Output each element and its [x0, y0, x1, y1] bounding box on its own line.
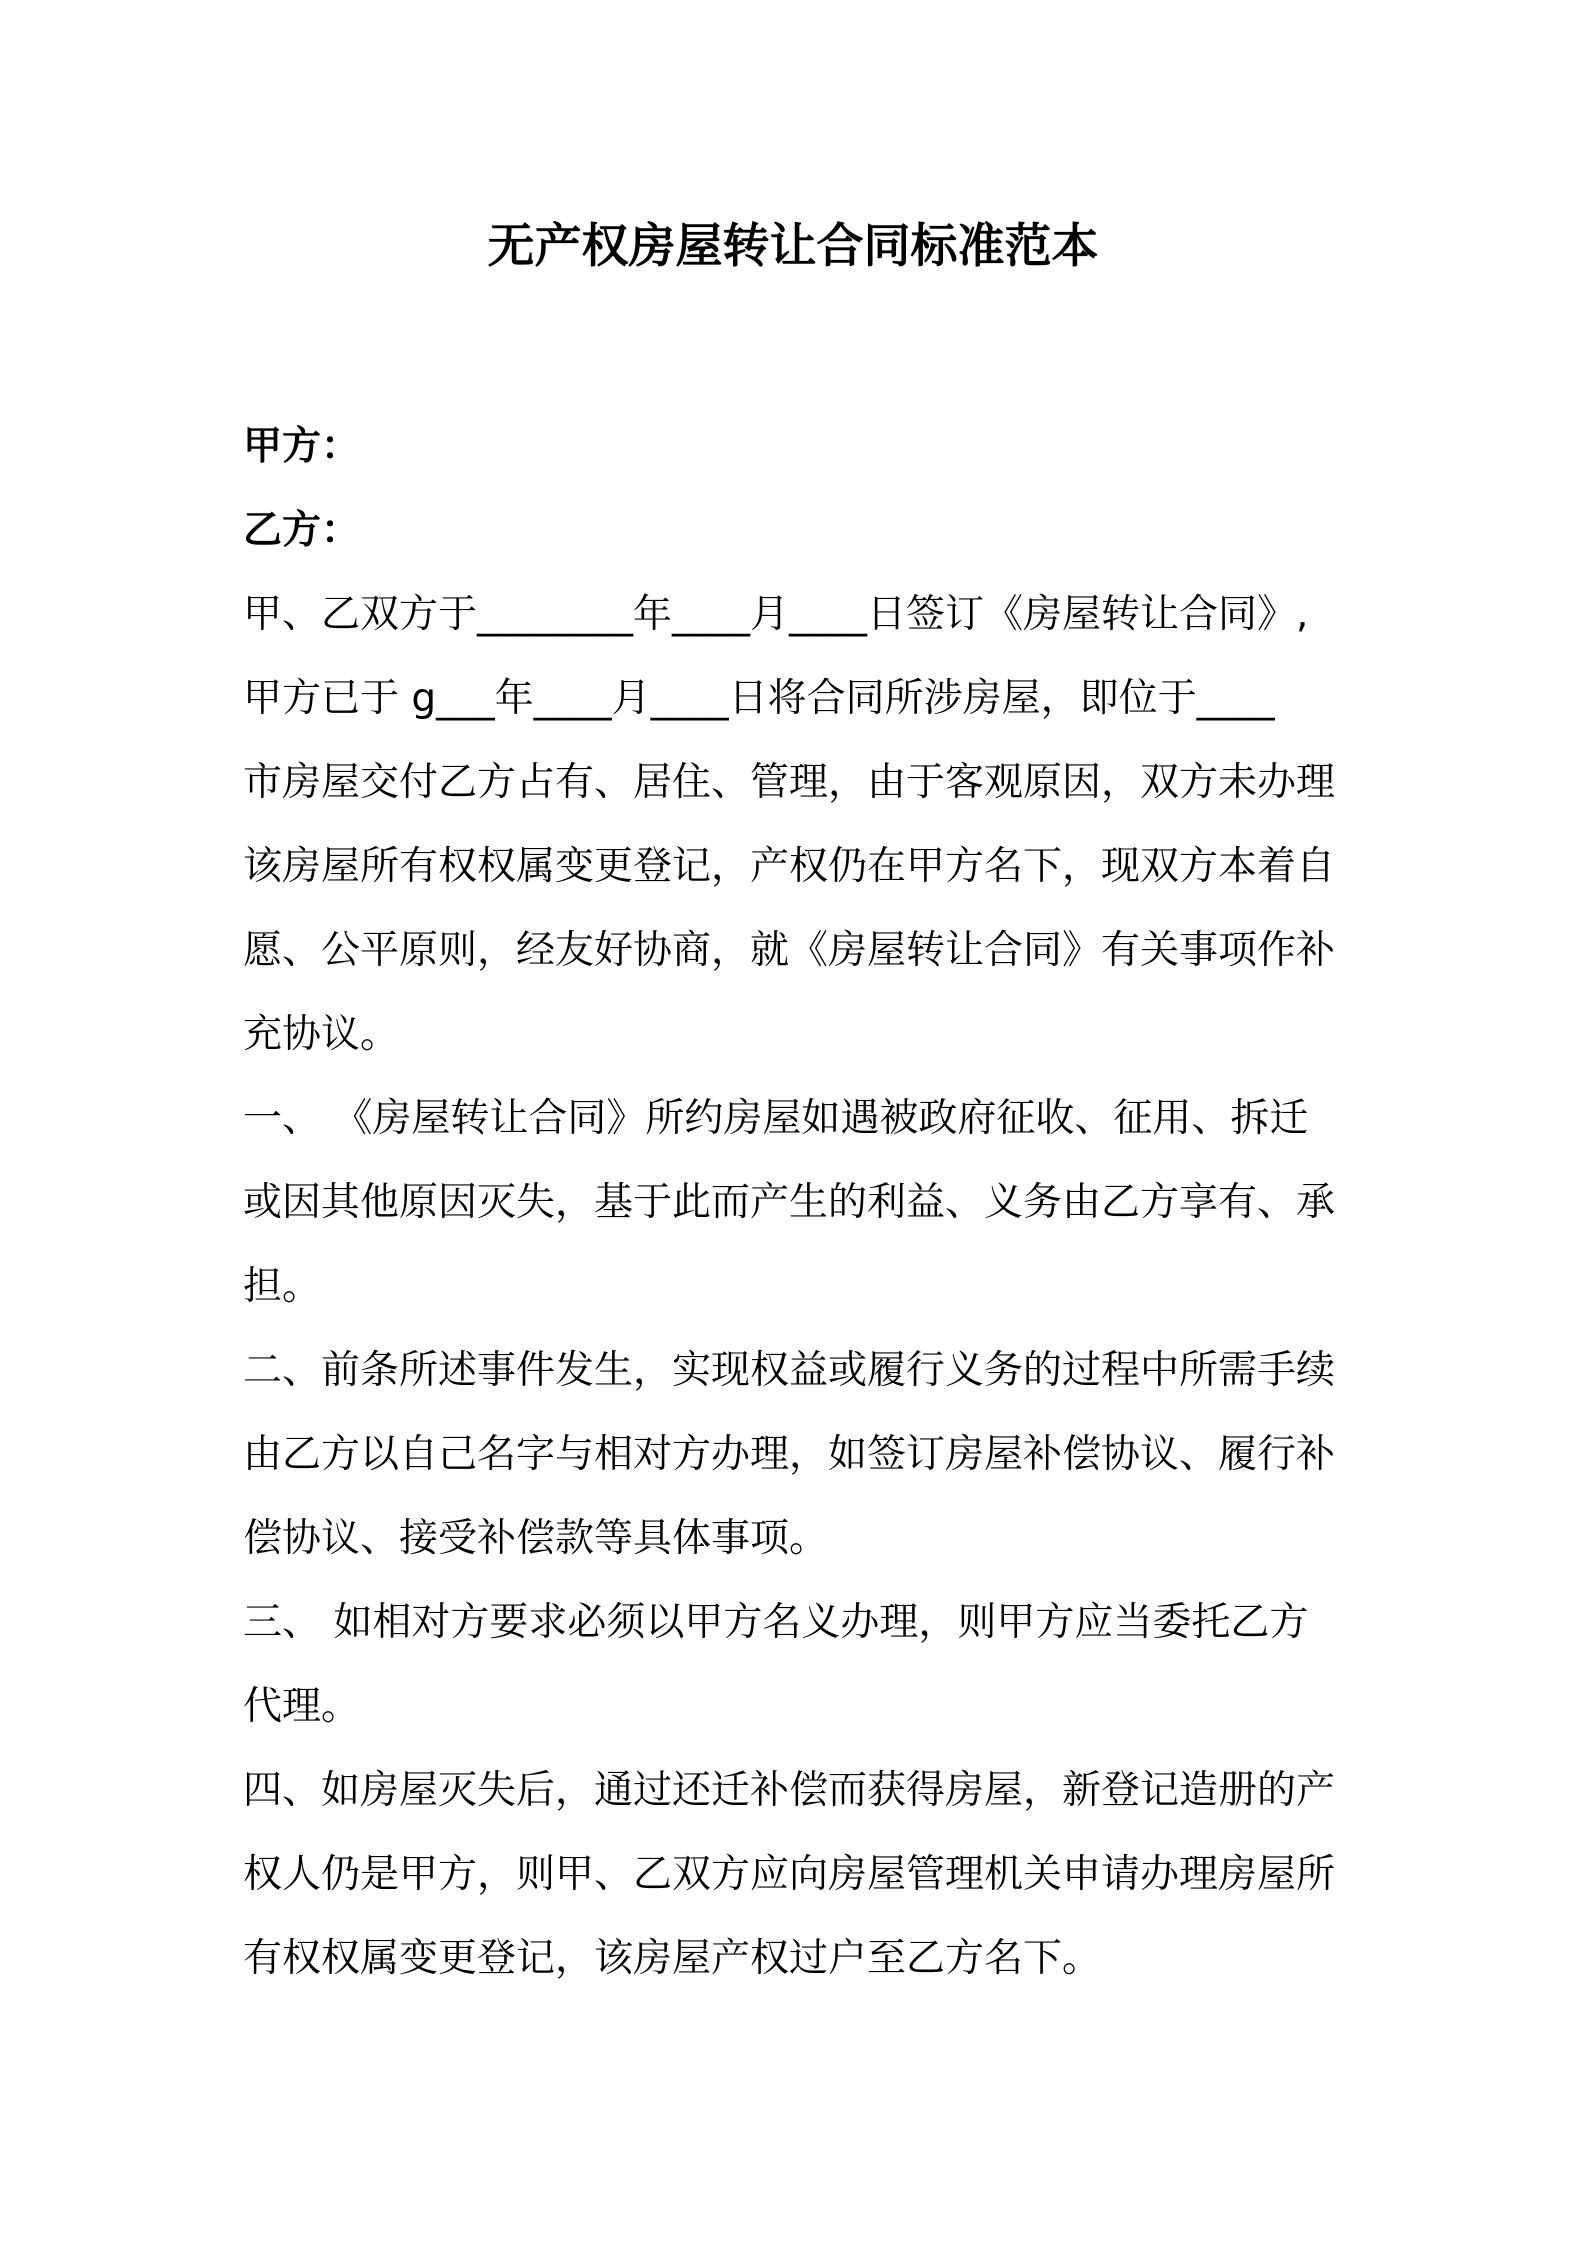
body-line: 权人仍是甲方，则甲、乙双方应向房屋管理机关申请办理房屋所 — [243, 1852, 1336, 1897]
body-line: 二、前条所述事件发生，实现权益或履行义务的过程中所需手续 — [243, 1348, 1336, 1393]
clause-2 — [243, 1329, 1363, 1581]
party-block — [243, 405, 1363, 573]
body-line: 担。 — [243, 1264, 322, 1309]
body-line: 一、 《房屋转让合同》所约房屋如遇被政府征收、征用、拆迁 — [243, 1096, 1309, 1141]
party-a-label: 甲方： — [243, 424, 361, 469]
body-line: 代理。 — [243, 1684, 361, 1729]
body-line: 三、 如相对方要求必须以甲方名义办理，则甲方应当委托乙方 — [243, 1600, 1309, 1645]
contract-body-intro — [243, 657, 1363, 1077]
body-line: 有权权属变更登记，该房屋产权过户至乙方名下。 — [243, 1936, 1102, 1981]
body-line: 甲、乙双方于________年____月____日签订《房屋转让合同》, — [243, 592, 1309, 637]
body-line: 市房屋交付乙方占有、居住、管理，由于客观原因，双方未办理 — [243, 760, 1336, 805]
body-line: 或因其他原因灭失，基于此而产生的利益、义务由乙方享有、承 — [243, 1180, 1336, 1225]
body-line: 充协议。 — [243, 1012, 400, 1057]
party-b-label: 乙方： — [243, 508, 361, 553]
body-line: 由乙方以自己名字与相对方办理，如签订房屋补偿协议、履行补 — [243, 1432, 1336, 1477]
body-line: 愿、公平原则，经友好协商，就《房屋转让合同》有关事项作补 — [243, 928, 1336, 973]
clause-1 — [243, 1077, 1363, 1329]
contract-body — [243, 573, 1363, 657]
body-line: 偿协议、接受补偿款等具体事项。 — [243, 1516, 829, 1561]
body-line: 该房屋所有权权属变更登记，产权仍在甲方名下，现双方本着自 — [243, 844, 1336, 889]
body-line: 四、如房屋灭失后，通过还迁补偿而获得房屋，新登记造册的产 — [243, 1768, 1336, 1813]
clause-4 — [243, 1749, 1363, 2001]
clause-3 — [243, 1581, 1363, 1749]
body-line: 甲方已于 g___年____月____日将合同所涉房屋，即位于____ — [243, 676, 1275, 721]
document-title: 无产权房屋转让合同标准范本 — [487, 219, 1099, 274]
